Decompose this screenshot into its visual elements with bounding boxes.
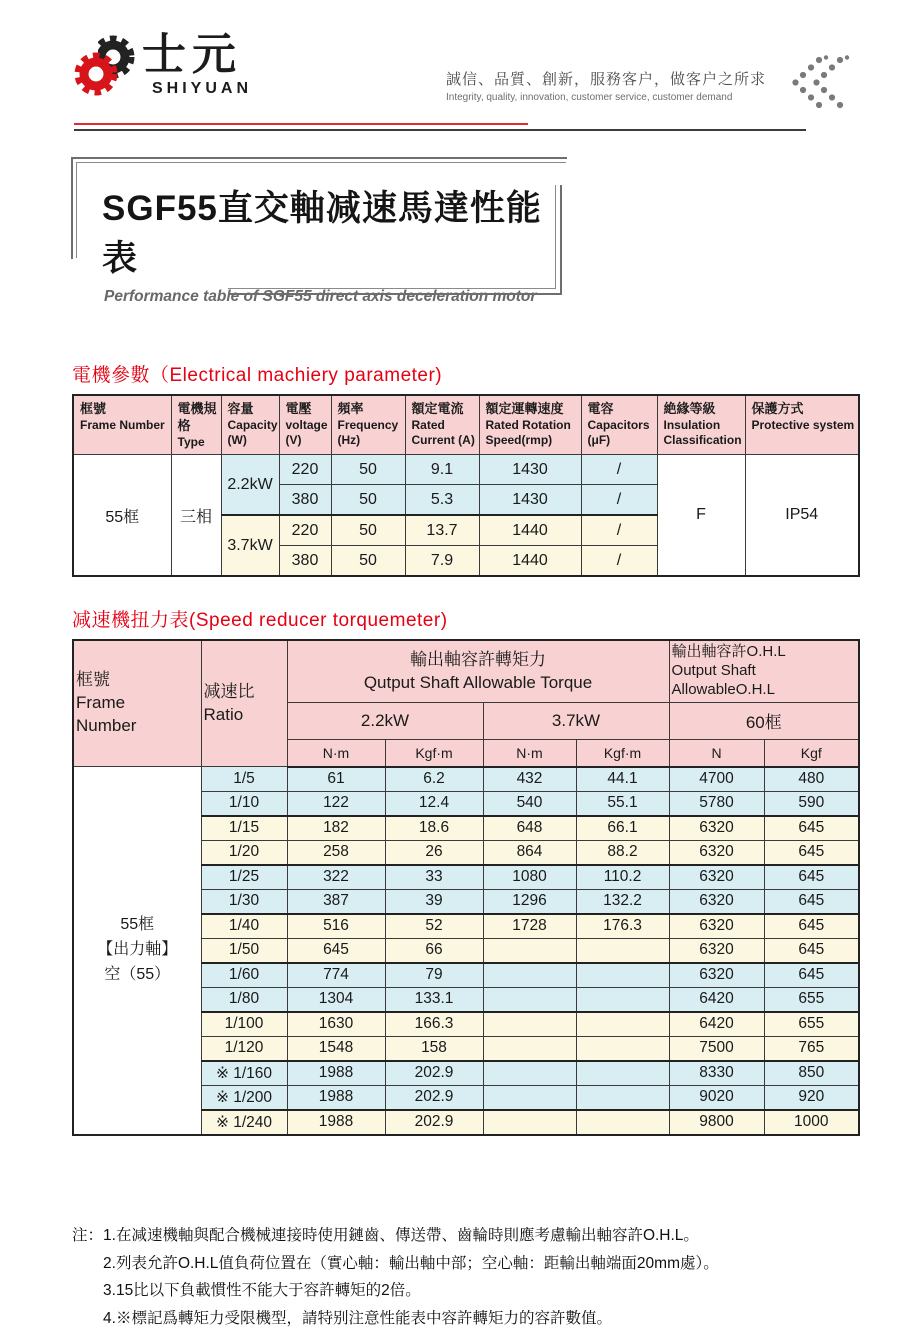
torque-value-cell: 4700 — [669, 767, 764, 792]
page-title: SGF55直交軸减速馬達性能表 — [102, 189, 542, 278]
torque-value-cell: 6.2 — [385, 767, 483, 792]
speed-cell: 1430 — [479, 455, 581, 485]
torque-value-cell: 655 — [764, 987, 859, 1012]
ratio-cell: 1/80 — [201, 987, 287, 1012]
current-cell: 5.3 — [405, 485, 479, 516]
torque-value-cell — [483, 1061, 576, 1086]
unit-header-nm: N·m — [483, 739, 576, 767]
torque-value-cell: 6320 — [669, 865, 764, 890]
torque-value-cell: 322 — [287, 865, 385, 890]
frame-number-cell: 55框 — [73, 455, 171, 577]
torque-value-cell: 655 — [764, 1012, 859, 1037]
col-group-ohl: 輸出軸容許O.H.L Output Shaft AllowableO.H.L — [669, 640, 859, 702]
capacity-cell: 3.7kW — [221, 515, 279, 576]
frequency-cell: 50 — [331, 546, 405, 577]
note-item: 2.列表允許O.H.L值負荷位置在（實心軸：輸出軸中部；空心軸：距輸出軸端面20mm處）。 — [103, 1254, 719, 1272]
electrical-data-row — [73, 455, 859, 485]
unit-header-kgfm: Kgf·m — [385, 739, 483, 767]
header-right — [446, 56, 854, 115]
torque-value-cell: 1988 — [287, 1061, 385, 1086]
electrical-parameter-table — [72, 394, 860, 577]
torque-value-cell: 88.2 — [576, 840, 669, 865]
ratio-cell: 1/100 — [201, 1012, 287, 1037]
col-header-protection: 保護方式 Protective system — [745, 395, 859, 455]
note-item: 1.在减速機軸與配合機械連接時使用鏈齒、傳送帶、齒輪時則應考慮輸出軸容許O.H.L。 — [103, 1226, 699, 1244]
company-logo — [74, 30, 253, 105]
ratio-cell: 1/30 — [201, 889, 287, 914]
torque-value-cell: 645 — [764, 816, 859, 841]
col-header-ratio: 减速比 Ratio — [201, 640, 287, 766]
col-header-2-2kw: 2.2kW — [287, 702, 483, 739]
page-subtitle: Performance table of SGF55 direct axis deceleration motor — [104, 288, 537, 305]
speed-cell: 1440 — [479, 515, 581, 546]
capacitor-cell: / — [581, 455, 657, 485]
torque-value-cell — [483, 987, 576, 1012]
capacitor-cell: / — [581, 515, 657, 546]
torque-value-cell: 765 — [764, 1036, 859, 1061]
ratio-cell: ※ 1/200 — [201, 1085, 287, 1110]
double-chevron-left-icon — [792, 56, 854, 115]
insulation-cell: F — [657, 455, 745, 577]
torque-value-cell: 158 — [385, 1036, 483, 1061]
torque-value-cell: 6320 — [669, 963, 764, 988]
torque-value-cell: 645 — [764, 914, 859, 939]
torque-value-cell: 645 — [764, 840, 859, 865]
note-item: 3.15比以下負載慣性不能大于容許轉矩的2倍。 — [103, 1282, 421, 1300]
torque-section-heading: 减速機扭力表(Speed reducer torquemeter) — [72, 610, 448, 632]
logo-text — [142, 30, 253, 98]
torque-value-cell: 645 — [764, 938, 859, 963]
torque-value-cell: 26 — [385, 840, 483, 865]
torque-value-cell: 516 — [287, 914, 385, 939]
torque-value-cell: 9800 — [669, 1110, 764, 1135]
unit-header-n: N — [669, 739, 764, 767]
torque-value-cell: 1304 — [287, 987, 385, 1012]
torque-value-cell: 645 — [764, 865, 859, 890]
speed-cell: 1440 — [479, 546, 581, 577]
gear-logo-icon — [74, 34, 138, 105]
torque-value-cell: 6420 — [669, 1012, 764, 1037]
torque-value-cell: 1988 — [287, 1085, 385, 1110]
notes-prefix: 注： — [72, 1226, 104, 1244]
voltage-cell: 220 — [279, 455, 331, 485]
logo-english-name: SHIYUAN — [152, 79, 253, 97]
torque-value-cell: 18.6 — [385, 816, 483, 841]
torque-value-cell: 55.1 — [576, 791, 669, 816]
torque-value-cell: 590 — [764, 791, 859, 816]
torque-value-cell: 1000 — [764, 1110, 859, 1135]
torque-value-cell — [576, 938, 669, 963]
torque-value-cell: 645 — [764, 889, 859, 914]
ratio-cell: 1/60 — [201, 963, 287, 988]
page-header — [0, 0, 900, 115]
col-header-insulation: 絶緣等級 Insulation Classification — [657, 395, 745, 455]
ratio-cell: 1/15 — [201, 816, 287, 841]
col-header-rated-speed: 額定運轉速度 Rated Rotation Speed(rmp) — [479, 395, 581, 455]
torque-value-cell: 387 — [287, 889, 385, 914]
col-header-frame: 框號 Frame Number — [73, 395, 171, 455]
col-header-3-7kw: 3.7kW — [483, 702, 669, 739]
torque-value-cell: 9020 — [669, 1085, 764, 1110]
col-group-allowable-torque: 輸出軸容許轉矩力 Qutput Shaft Allowable Torque — [287, 640, 669, 702]
ratio-cell: ※ 1/240 — [201, 1110, 287, 1135]
capacitor-cell: / — [581, 485, 657, 516]
torque-row — [73, 767, 859, 792]
torque-value-cell: 61 — [287, 767, 385, 792]
torque-value-cell: 6320 — [669, 889, 764, 914]
torque-value-cell — [576, 963, 669, 988]
ratio-cell: 1/120 — [201, 1036, 287, 1061]
torque-value-cell: 648 — [483, 816, 576, 841]
note-item: 4.※標記爲轉矩力受限機型，請特别注意性能表中容許轉矩力的容許數值。 — [103, 1310, 612, 1328]
unit-header-nm: N·m — [287, 739, 385, 767]
slogan-chinese: 誠信、品質、創新，服務客户，做客户之所求 — [445, 71, 766, 88]
unit-header-kgf: Kgf — [764, 739, 859, 767]
motor-type-cell: 三相 — [171, 455, 221, 577]
frame-number-cell: 55框 【出力軸】 空（55） — [73, 767, 201, 1135]
header-red-rule — [74, 123, 528, 125]
ratio-cell: 1/5 — [201, 767, 287, 792]
torque-value-cell — [483, 1110, 576, 1135]
torque-table — [72, 639, 860, 1135]
torque-value-cell: 920 — [764, 1085, 859, 1110]
torque-value-cell: 1080 — [483, 865, 576, 890]
unit-header-kgfm: Kgf·m — [576, 739, 669, 767]
torque-value-cell: 166.3 — [385, 1012, 483, 1037]
torque-value-cell — [483, 938, 576, 963]
col-header-capacity: 容量 Capacity (W) — [221, 395, 279, 455]
torque-value-cell: 540 — [483, 791, 576, 816]
torque-value-cell: 432 — [483, 767, 576, 792]
torque-value-cell — [576, 1036, 669, 1061]
electrical-section-heading: 電機參數（Electrical machiery parameter) — [72, 365, 443, 386]
torque-value-cell — [576, 1110, 669, 1135]
torque-value-cell: 864 — [483, 840, 576, 865]
ratio-cell: 1/20 — [201, 840, 287, 865]
ratio-cell: 1/25 — [201, 865, 287, 890]
capacitor-cell: / — [581, 546, 657, 577]
torque-value-cell: 1988 — [287, 1110, 385, 1135]
torque-value-cell: 258 — [287, 840, 385, 865]
torque-value-cell — [483, 1012, 576, 1037]
torque-value-cell: 6320 — [669, 840, 764, 865]
electrical-header-row — [73, 395, 859, 455]
capacity-cell: 2.2kW — [221, 455, 279, 516]
torque-value-cell: 12.4 — [385, 791, 483, 816]
ratio-cell: ※ 1/160 — [201, 1061, 287, 1086]
frequency-cell: 50 — [331, 485, 405, 516]
ratio-cell: 1/40 — [201, 914, 287, 939]
torque-value-cell: 202.9 — [385, 1110, 483, 1135]
col-header-type: 電機規格 Type — [171, 395, 221, 455]
ratio-cell: 1/50 — [201, 938, 287, 963]
protection-cell: IP54 — [745, 455, 859, 577]
current-cell: 7.9 — [405, 546, 479, 577]
torque-value-cell: 66 — [385, 938, 483, 963]
torque-value-cell: 122 — [287, 791, 385, 816]
torque-value-cell: 8330 — [669, 1061, 764, 1086]
torque-value-cell: 1548 — [287, 1036, 385, 1061]
torque-value-cell: 7500 — [669, 1036, 764, 1061]
logo-chinese-name: 士元 — [142, 30, 242, 79]
torque-value-cell: 850 — [764, 1061, 859, 1086]
torque-value-cell: 645 — [287, 938, 385, 963]
slogan-english: Integrity, quality, innovation, customer service, customer demand — [445, 92, 733, 103]
header-dark-rule — [74, 129, 806, 131]
col-header-capacitors: 電容 Capacitors (μF) — [581, 395, 657, 455]
voltage-cell: 220 — [279, 515, 331, 546]
torque-value-cell: 202.9 — [385, 1061, 483, 1086]
col-header-frame: 框號 Frame Number — [73, 640, 201, 766]
notes-list — [103, 1222, 719, 1333]
title-block — [82, 169, 572, 310]
torque-value-cell: 1296 — [483, 889, 576, 914]
torque-value-cell: 5780 — [669, 791, 764, 816]
ratio-cell: 1/10 — [201, 791, 287, 816]
frequency-cell: 50 — [331, 515, 405, 546]
torque-value-cell: 33 — [385, 865, 483, 890]
torque-header-row-1 — [73, 640, 859, 702]
torque-value-cell — [576, 1061, 669, 1086]
torque-value-cell — [483, 963, 576, 988]
torque-value-cell: 1728 — [483, 914, 576, 939]
torque-value-cell — [483, 1085, 576, 1110]
col-header-rated-current: 額定電流 Rated Current (A) — [405, 395, 479, 455]
torque-value-cell: 6420 — [669, 987, 764, 1012]
torque-value-cell — [576, 987, 669, 1012]
torque-value-cell — [576, 1085, 669, 1110]
current-cell: 9.1 — [405, 455, 479, 485]
torque-value-cell: 44.1 — [576, 767, 669, 792]
speed-cell: 1430 — [479, 485, 581, 516]
torque-value-cell: 1630 — [287, 1012, 385, 1037]
torque-value-cell: 182 — [287, 816, 385, 841]
torque-value-cell: 480 — [764, 767, 859, 792]
torque-value-cell: 52 — [385, 914, 483, 939]
torque-value-cell: 6320 — [669, 914, 764, 939]
torque-value-cell: 6320 — [669, 816, 764, 841]
current-cell: 13.7 — [405, 515, 479, 546]
frequency-cell: 50 — [331, 455, 405, 485]
company-slogan — [446, 68, 766, 103]
col-header-voltage: 電壓 voltage (V) — [279, 395, 331, 455]
voltage-cell: 380 — [279, 485, 331, 516]
torque-value-cell: 202.9 — [385, 1085, 483, 1110]
torque-value-cell: 39 — [385, 889, 483, 914]
col-header-60-frame: 60框 — [669, 702, 859, 739]
torque-value-cell: 110.2 — [576, 865, 669, 890]
torque-value-cell: 66.1 — [576, 816, 669, 841]
torque-value-cell — [576, 1012, 669, 1037]
torque-value-cell: 133.1 — [385, 987, 483, 1012]
torque-value-cell — [483, 1036, 576, 1061]
torque-table-body — [73, 767, 859, 1135]
torque-value-cell: 79 — [385, 963, 483, 988]
torque-value-cell: 774 — [287, 963, 385, 988]
voltage-cell: 380 — [279, 546, 331, 577]
torque-value-cell: 645 — [764, 963, 859, 988]
footnotes — [72, 1222, 900, 1333]
col-header-frequency: 頻率 Frequency (Hz) — [331, 395, 405, 455]
torque-value-cell: 6320 — [669, 938, 764, 963]
torque-value-cell: 176.3 — [576, 914, 669, 939]
torque-value-cell: 132.2 — [576, 889, 669, 914]
